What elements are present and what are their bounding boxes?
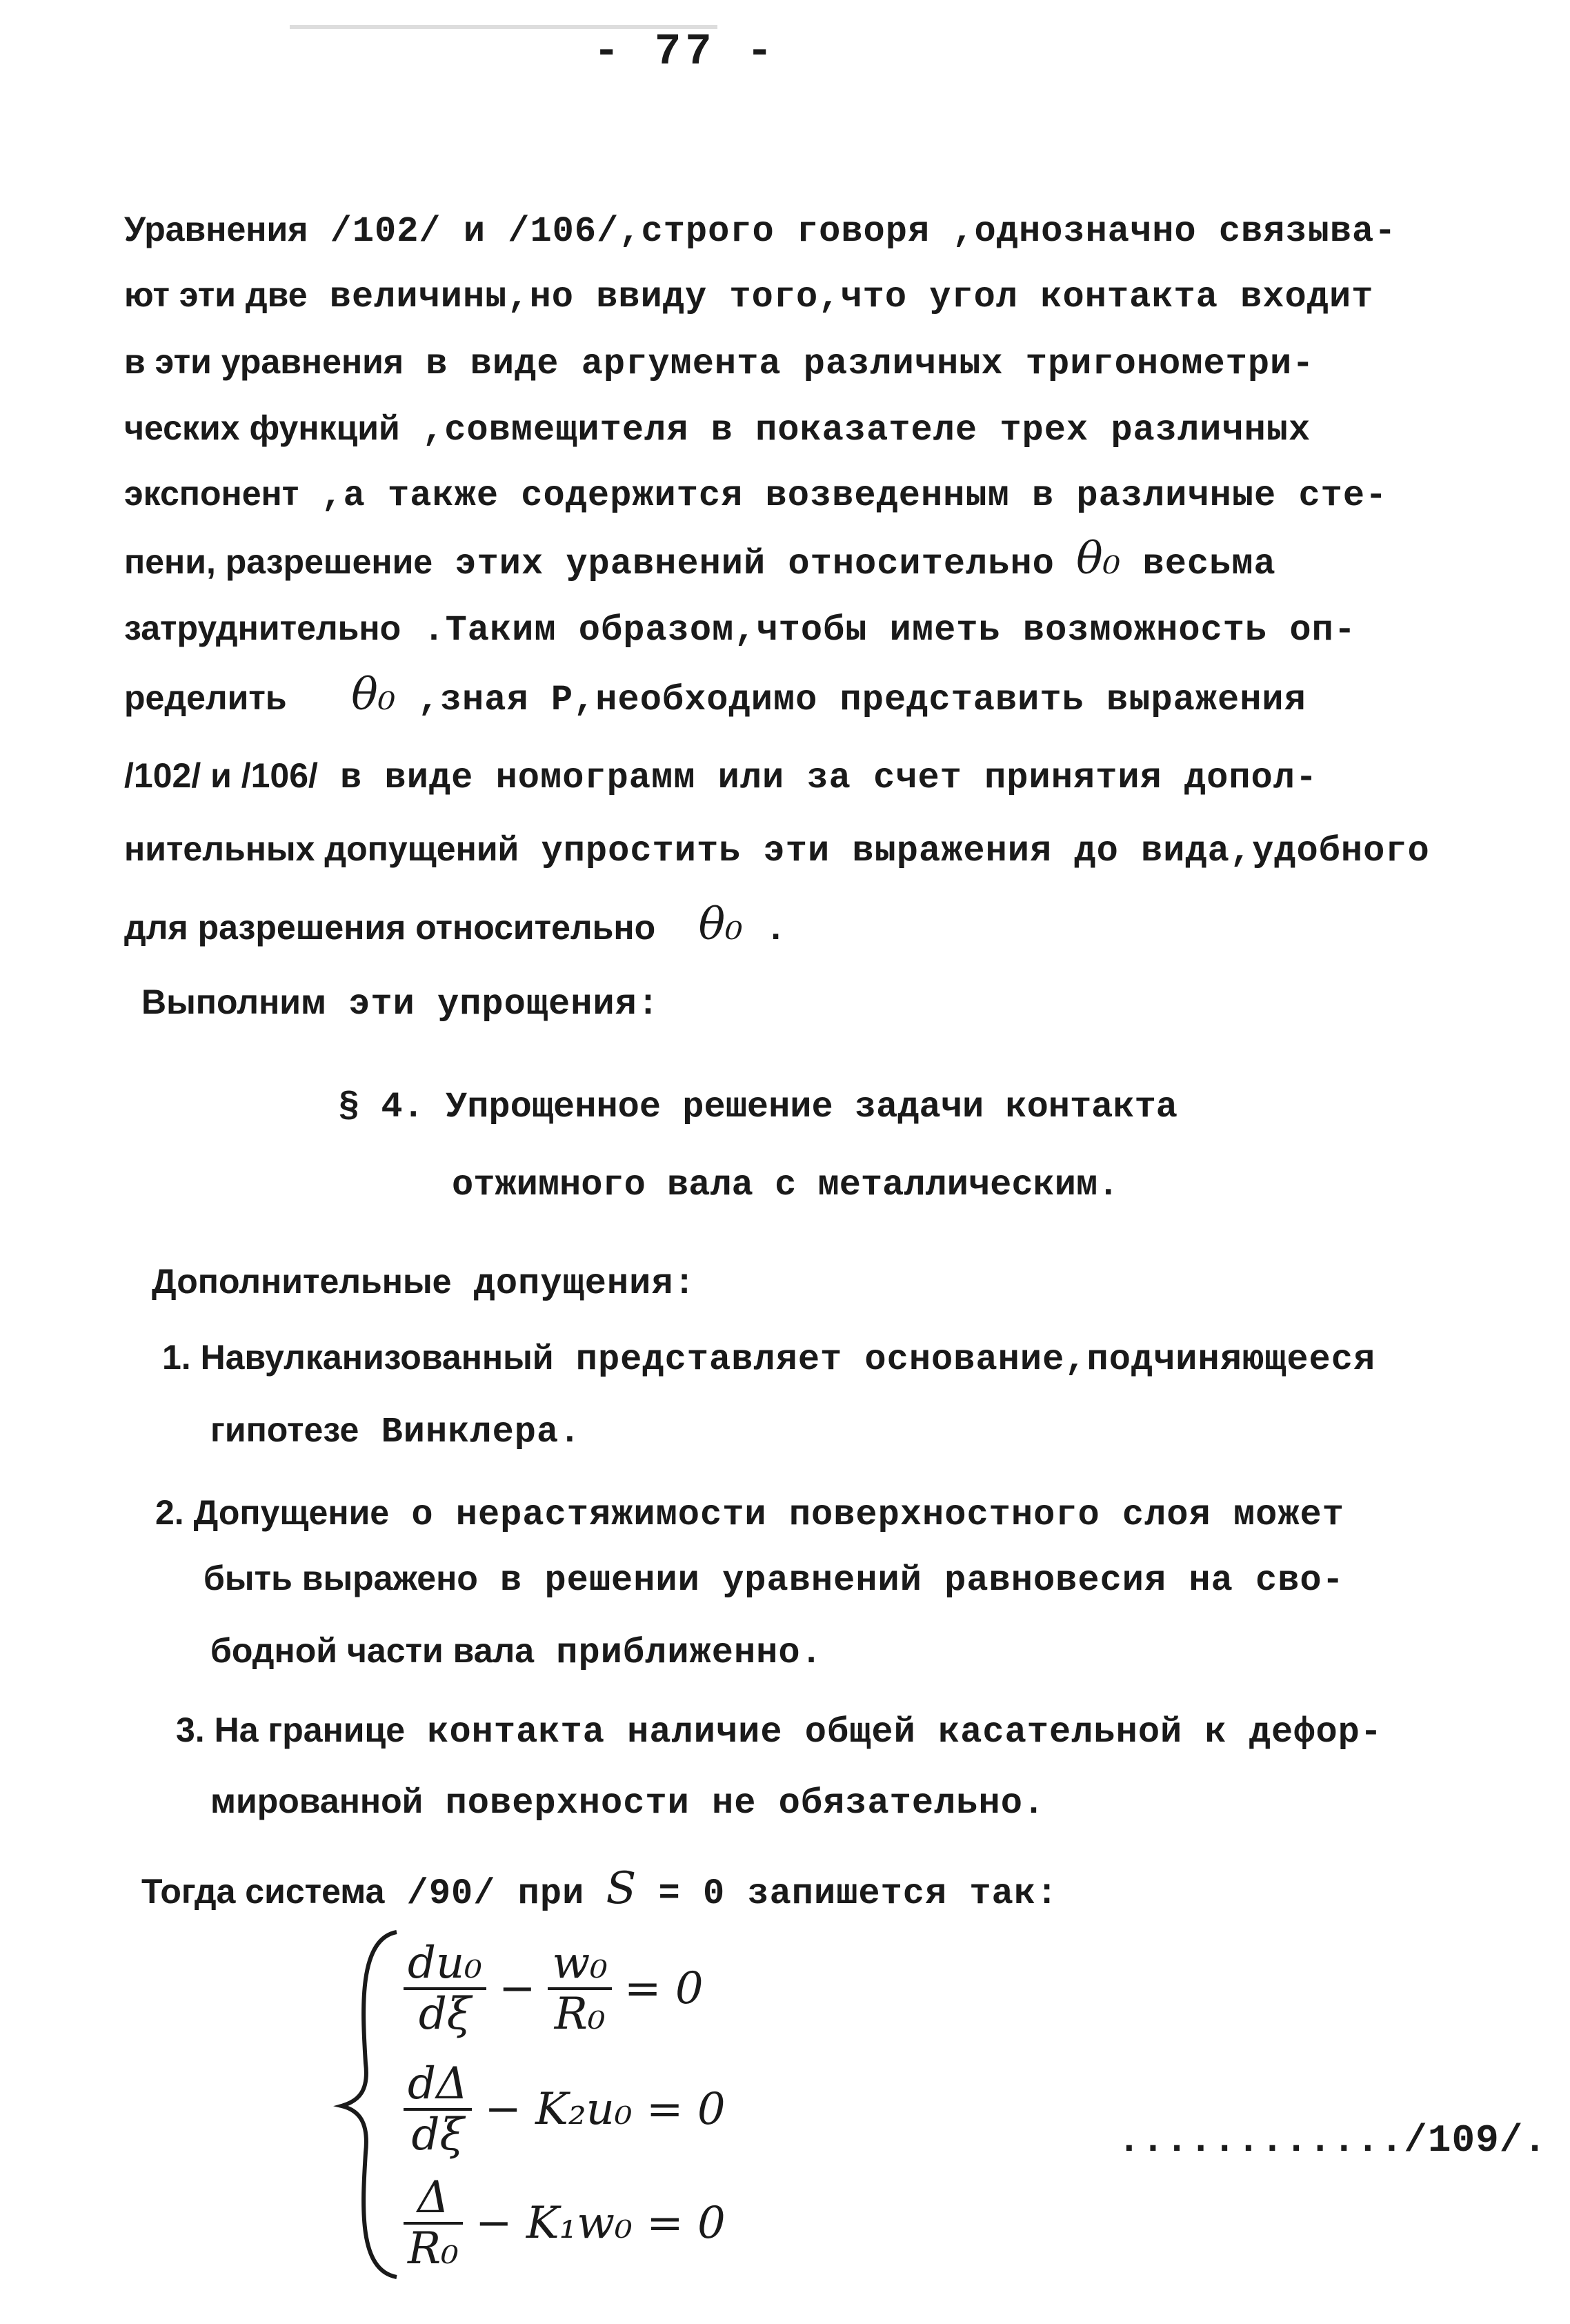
- text-line: пени, разрешение этих уравнений относительно θ₀ весьма: [124, 533, 1276, 584]
- text-line: в эти уравнения в виде аргумента различных тригонометри-: [124, 342, 1315, 384]
- equation-2: $\frac{d\Delta}{d\xi}$ − K₂u₀ = 0: [404, 2060, 738, 2159]
- assumption-item-cont: бодной части вала приближенно.: [210, 1631, 823, 1673]
- text-line: ческих функций ,совмещителя в показателе трех различных: [124, 408, 1311, 451]
- equation-number: ............/109/.: [1117, 2118, 1547, 2163]
- assumption-item: 3. На границе контакта наличие общей касательной к дефор-: [176, 1711, 1383, 1753]
- text-line: Уравнения /102/ и /106/,строго говоря ,однозначно связыва-: [124, 210, 1397, 252]
- theta-symbol: θ₀: [351, 669, 396, 720]
- page-number: - 77 -: [593, 28, 777, 77]
- s-symbol: S: [606, 1863, 637, 1914]
- assumption-item-cont: быть выражено в решении уравнений равновесия на сво-: [203, 1559, 1344, 1601]
- text-line: экспонент ,а также содержится возведенным в различные сте-: [124, 474, 1388, 516]
- equation-1: $\frac{\text{du₀}}{d\xi}$ − $\frac{\text{w₀}}{\text{R₀}}$ = 0: [404, 1939, 716, 2038]
- text-line: ределить θ₀ ,зная Р,необходимо представить выражения: [124, 669, 1306, 720]
- assumption-item-cont: гипотезе Винклера.: [210, 1410, 582, 1452]
- text-line: Выполним эти упрощения:: [141, 983, 660, 1025]
- assumption-item: 1. Навулканизованный представляет основание,подчиняющееся: [162, 1338, 1376, 1380]
- section-heading-line2: отжимного вала с металлическим.: [452, 1165, 1120, 1205]
- assumptions-title: Дополнительные допущения:: [152, 1262, 696, 1304]
- system-intro: Тогда система /90/ при S = 0 запишется так:: [141, 1863, 1059, 1914]
- theta-symbol: θ₀: [1076, 533, 1121, 584]
- assumption-item: 2. Допущение о нерастяжимости поверхностного слоя может: [155, 1493, 1344, 1535]
- text-line: затруднительно .Таким образом,чтобы иметь возможность оп-: [124, 609, 1356, 651]
- text-line: /102/ и /106/ в виде номограмм или за счет принятия допол-: [124, 756, 1318, 798]
- assumption-item-cont: мированной поверхности не обязательно.: [210, 1782, 1046, 1824]
- theta-symbol: θ₀: [698, 899, 743, 950]
- section-heading: § 4. Упрощенное решение задачи контакта: [338, 1087, 1178, 1127]
- equation-3: $\frac{\Delta}{\text{R₀}}$ − K₁w₀ = 0: [404, 2174, 738, 2273]
- text-line: для разрешения относительно θ₀ .: [124, 899, 788, 950]
- left-brace: [331, 1925, 407, 2284]
- text-line: нительных допущений упростить эти выражения до вида,удобного: [124, 829, 1430, 872]
- text-line: ют эти две величины,но ввиду того,что угол контакта входит: [124, 275, 1374, 317]
